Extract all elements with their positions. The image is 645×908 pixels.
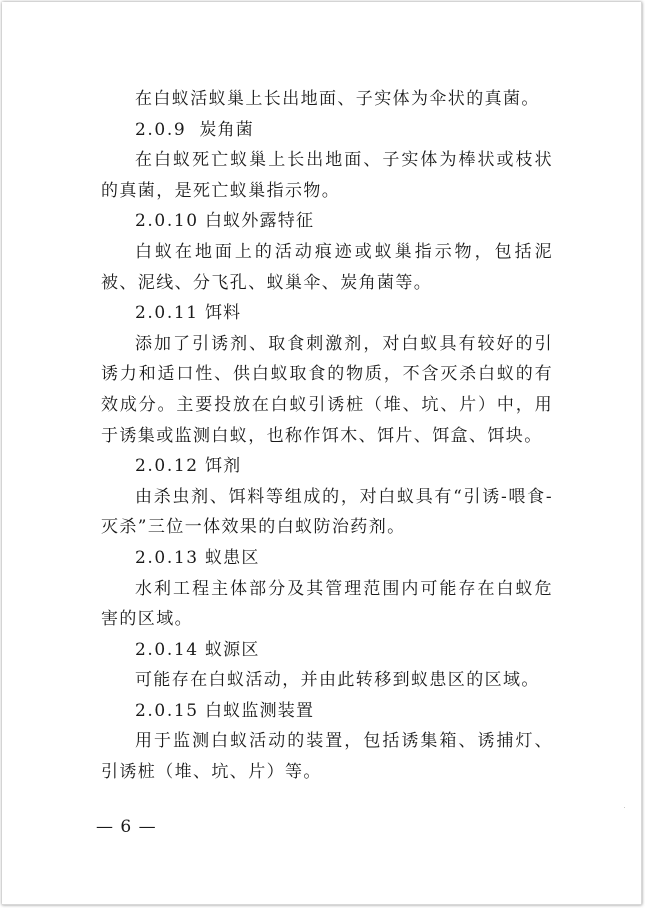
definition-paragraph: 白蚁在地面上的活动痕迹或蚁巢指示物，包括泥被、泥线、分飞孔、蚁巢伞、炭角菌等。 — [101, 241, 553, 293]
clause-number: 2.0.10 — [135, 211, 199, 232]
clause-number: 2.0.12 — [135, 456, 199, 477]
term-name: 白蚁外露特征 — [204, 211, 315, 232]
term-heading — [101, 451, 553, 482]
clause-number: 2.0.13 — [135, 547, 199, 568]
scan-speck — [624, 807, 625, 808]
document-body — [101, 84, 553, 788]
term-name: 炭角菌 — [199, 119, 254, 140]
term-heading — [101, 115, 553, 146]
definition-paragraph: 由杀虫剂、饵料等组成的，对白蚁具有“引诱-喂食-灭杀”三位一体效果的白蚁防治药剂。 — [101, 486, 553, 538]
definition-paragraph: 在白蚁死亡蚁巢上长出地面、子实体为棒状或枝状的真菌，是死亡蚁巢指示物。 — [101, 150, 553, 201]
clause-number: 2.0.11 — [135, 303, 199, 324]
page-number: — 6 — — [96, 817, 157, 837]
term-heading — [101, 298, 553, 329]
clause-number: 2.0.14 — [135, 639, 199, 660]
term-name: 饵剂 — [204, 456, 242, 477]
term-heading — [101, 206, 553, 237]
clause-number: 2.0.9 — [135, 119, 187, 140]
term-name: 蚁患区 — [204, 547, 260, 568]
term-name: 饵料 — [204, 303, 242, 324]
definition-paragraph: 可能存在白蚁活动，并由此转移到蚁患区的区域。 — [135, 670, 540, 691]
definition-paragraph: 水利工程主体部分及其管理范围内可能存在白蚁危害的区域。 — [101, 578, 553, 630]
term-heading — [101, 543, 553, 574]
term-name: 蚁源区 — [204, 639, 260, 660]
term-heading — [101, 696, 553, 727]
term-name: 白蚁监测装置 — [204, 700, 315, 721]
definition-paragraph: 在白蚁活蚁巢上长出地面、子实体为伞状的真菌。 — [135, 89, 540, 109]
definition-paragraph: 添加了引诱剂、取食刺激剂，对白蚁具有较好的引诱力和适口性、供白蚁取食的物质，不含灭杀白蚁的有效成分。主要投放在白蚁引诱桩（堆、坑、片）中，用于诱集或监测白蚁，也称作饵木、饵片、饵盒、饵块。 — [101, 333, 553, 446]
document-page — [2, 2, 642, 905]
term-heading — [101, 635, 553, 666]
clause-number: 2.0.15 — [135, 700, 199, 721]
definition-paragraph: 用于监测白蚁活动的装置，包括诱集箱、诱捕灯、引诱桩（堆、坑、片）等。 — [101, 731, 553, 783]
